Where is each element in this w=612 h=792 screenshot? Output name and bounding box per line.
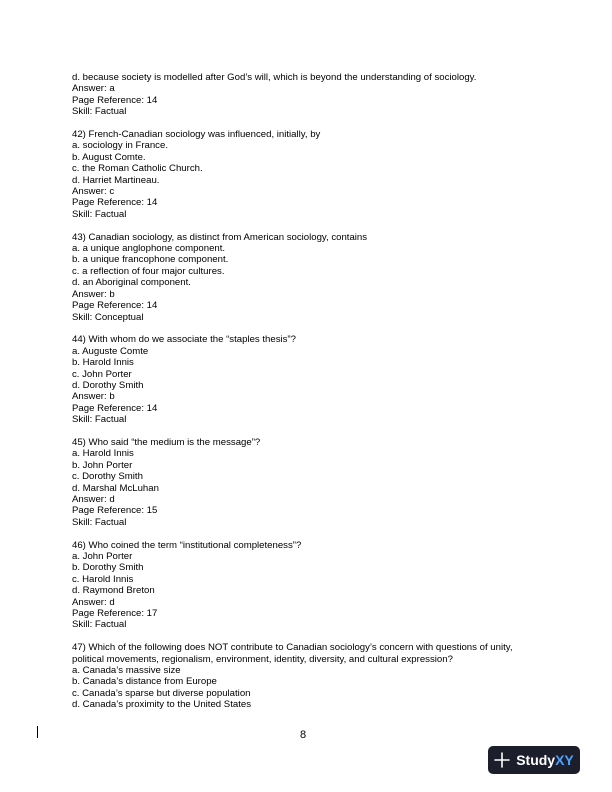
carryover-answer: Answer: a: [72, 83, 115, 95]
question-45: [72, 437, 542, 528]
skill: Skill: Factual: [72, 619, 127, 631]
option: a. sociology in France.: [72, 140, 168, 152]
option: b. Canada’s distance from Europe: [72, 676, 217, 688]
plus-icon: [494, 752, 510, 768]
option: c. Canada’s sparse but diverse population: [72, 687, 251, 699]
page-number: 8: [300, 729, 307, 741]
question-47: [72, 642, 542, 710]
text-cursor: [37, 726, 38, 738]
option: a. a unique anglophone component.: [72, 243, 226, 255]
carryover-skill: Skill: Factual: [72, 106, 127, 118]
document-body: [72, 72, 542, 711]
question-46: [72, 540, 542, 631]
question-43: [72, 232, 542, 323]
page-reference: Page Reference: 15: [72, 505, 158, 517]
option: c. the Roman Catholic Church.: [72, 163, 203, 175]
badge-text-main: Study: [516, 752, 556, 768]
carryover-option: d. because society is modelled after God’s will, which is beyond the understanding of sociology.: [72, 72, 477, 83]
option: d. an Aboriginal component.: [72, 277, 191, 289]
page-reference: Page Reference: 14: [72, 197, 158, 209]
option: c. Harold Innis: [72, 573, 134, 585]
option: a. Auguste Comte: [72, 345, 149, 357]
option: d. Marshal McLuhan: [72, 482, 159, 494]
skill: Skill: Factual: [72, 516, 127, 528]
option: c. John Porter: [72, 368, 132, 380]
skill: Skill: Factual: [72, 208, 127, 220]
answer: Answer: d: [72, 493, 115, 505]
option: c. a reflection of four major cultures.: [72, 265, 225, 277]
carryover-ref: Page Reference: 14: [72, 94, 158, 106]
page-reference: Page Reference: 17: [72, 608, 158, 620]
question-stem: 47) Which of the following does NOT contribute to Canadian sociology’s concern with questions of unity, political movements, regionalism, environment, identity, diversity, and cultural expression?: [72, 642, 513, 665]
option: b. Dorothy Smith: [72, 562, 144, 574]
badge-text-accent: XY: [555, 752, 574, 768]
carryover-block: [72, 72, 542, 118]
option: b. a unique francophone component.: [72, 254, 229, 266]
skill: Skill: Conceptual: [72, 311, 144, 323]
question-stem: 46) Who coined the term “institutional completeness”?: [72, 539, 302, 551]
question-stem: 45) Who said “the medium is the message”?: [72, 436, 261, 448]
skill: Skill: Factual: [72, 414, 127, 426]
answer: Answer: c: [72, 186, 115, 198]
option: c. Dorothy Smith: [72, 471, 143, 483]
option: a. Harold Innis: [72, 448, 134, 460]
question-44: [72, 334, 542, 425]
option: d. Raymond Breton: [72, 585, 155, 597]
option: a. Canada’s massive size: [72, 665, 181, 677]
page-reference: Page Reference: 14: [72, 300, 158, 312]
question-stem: 43) Canadian sociology, as distinct from American sociology, contains: [72, 231, 368, 243]
answer: Answer: b: [72, 288, 115, 300]
option: b. Harold Innis: [72, 357, 134, 369]
answer: Answer: d: [72, 596, 115, 608]
answer: Answer: b: [72, 391, 115, 403]
option: d. Dorothy Smith: [72, 379, 144, 391]
option: b. John Porter: [72, 459, 133, 471]
option: b. August Comte.: [72, 151, 146, 163]
question-stem: 42) French-Canadian sociology was influenced, initially, by: [72, 129, 321, 141]
option: d. Harriet Martineau.: [72, 174, 160, 186]
page-reference: Page Reference: 14: [72, 402, 158, 414]
studyxy-badge[interactable]: [488, 746, 580, 774]
option: a. John Porter: [72, 550, 133, 562]
question-42: [72, 129, 542, 220]
option: d. Canada’s proximity to the United States: [72, 699, 252, 711]
question-stem: 44) With whom do we associate the “staples thesis”?: [72, 334, 296, 346]
